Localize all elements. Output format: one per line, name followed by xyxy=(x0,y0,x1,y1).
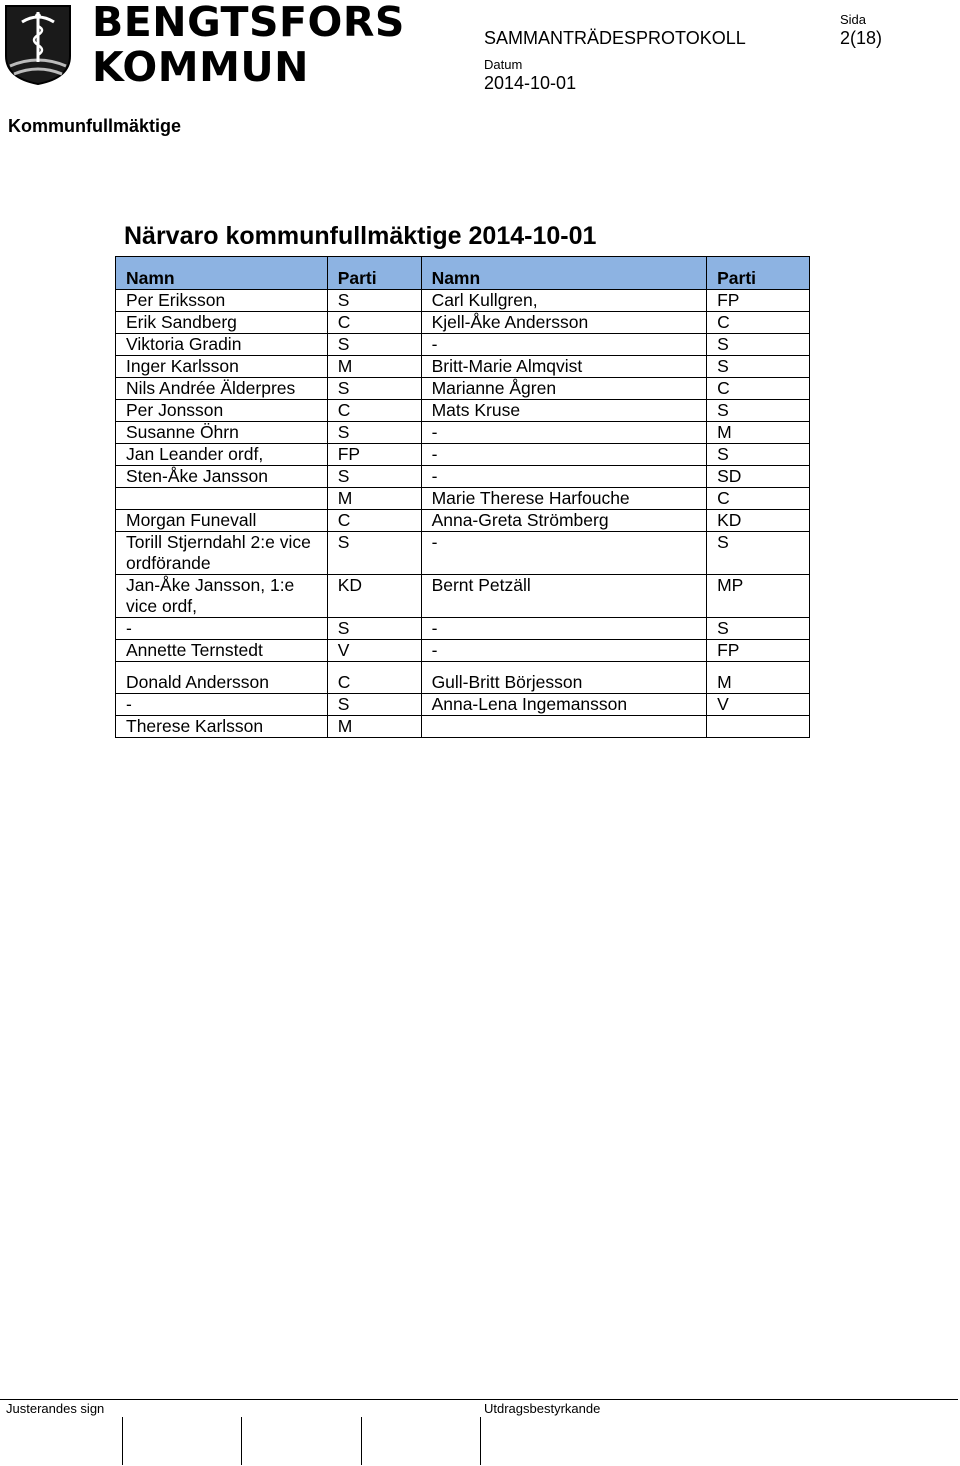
cell-name-2: Mats Kruse xyxy=(421,400,707,422)
cell-party-2: C xyxy=(707,378,810,400)
cell-party-2: MP xyxy=(707,575,810,618)
sign-box-divider xyxy=(361,1417,362,1465)
cell-party-1: V xyxy=(327,640,421,662)
cell-name-2: - xyxy=(421,640,707,662)
cell-party-2: SD xyxy=(707,466,810,488)
cell-name-1: Therese Karlsson xyxy=(116,716,328,738)
table-row xyxy=(116,618,810,640)
cell-party-2: KD xyxy=(707,510,810,532)
cell-name-2: Carl Kullgren, xyxy=(421,290,707,312)
cell-party-2: C xyxy=(707,312,810,334)
org-name xyxy=(92,0,405,91)
cell-name-1: Per Eriksson xyxy=(116,290,328,312)
cell-name-2: Marie Therese Harfouche xyxy=(421,488,707,510)
cell-name-1: - xyxy=(116,618,328,640)
table-row xyxy=(116,356,810,378)
cell-party-2: S xyxy=(707,618,810,640)
cell-party-1: C xyxy=(327,662,421,694)
cell-name-2 xyxy=(421,716,707,738)
cell-name-1: Torill Stjerndahl 2:e vice ordförande xyxy=(116,532,328,575)
cell-name-2: Anna-Lena Ingemansson xyxy=(421,694,707,716)
cell-name-2: Gull-Britt Börjesson xyxy=(421,662,707,694)
date-label: Datum xyxy=(484,57,523,72)
cell-name-2: - xyxy=(421,466,707,488)
cell-party-1: S xyxy=(327,290,421,312)
cell-party-1: C xyxy=(327,510,421,532)
cell-name-1: Jan-Åke Jansson, 1:e vice ordf, xyxy=(116,575,328,618)
cell-name-1: Inger Karlsson xyxy=(116,356,328,378)
table-row xyxy=(116,694,810,716)
sign-box-divider xyxy=(122,1417,123,1465)
cell-name-1 xyxy=(116,488,328,510)
cell-name-1: Erik Sandberg xyxy=(116,312,328,334)
cell-party-2: FP xyxy=(707,290,810,312)
cell-party-1: M xyxy=(327,356,421,378)
cell-name-1: Per Jonsson xyxy=(116,400,328,422)
table-row xyxy=(116,488,810,510)
table-row xyxy=(116,290,810,312)
cell-party-1: M xyxy=(327,488,421,510)
department: Kommunfullmäktige xyxy=(8,116,182,136)
table-row xyxy=(116,400,810,422)
cell-name-1: Nils Andrée Älderpres xyxy=(116,378,328,400)
table-row xyxy=(116,444,810,466)
sign-box-divider xyxy=(480,1417,481,1465)
table-row xyxy=(116,510,810,532)
table-header-row xyxy=(116,257,810,290)
cell-party-1: C xyxy=(327,400,421,422)
header-party-2: Parti xyxy=(707,257,810,290)
cell-name-2: - xyxy=(421,444,707,466)
page-label: Sida xyxy=(840,12,867,27)
attendance-table xyxy=(115,256,810,738)
table-row xyxy=(116,640,810,662)
cell-party-2 xyxy=(707,716,810,738)
table-row xyxy=(116,378,810,400)
cell-name-1: Sten-Åke Jansson xyxy=(116,466,328,488)
cell-party-1: C xyxy=(327,312,421,334)
cell-name-1: Viktoria Gradin xyxy=(116,334,328,356)
cell-name-2: Britt-Marie Almqvist xyxy=(421,356,707,378)
cell-party-2: S xyxy=(707,444,810,466)
cell-name-2: - xyxy=(421,334,707,356)
cell-party-1: S xyxy=(327,532,421,575)
cell-name-1: Annette Ternstedt xyxy=(116,640,328,662)
cell-name-1: Susanne Öhrn xyxy=(116,422,328,444)
table-row xyxy=(116,334,810,356)
header-name-2: Namn xyxy=(421,257,707,290)
header-name-1: Namn xyxy=(116,257,328,290)
cell-name-1: - xyxy=(116,694,328,716)
sign-box-divider xyxy=(241,1417,242,1465)
cell-party-2: C xyxy=(707,488,810,510)
cell-party-1: KD xyxy=(327,575,421,618)
page-number: 2(18) xyxy=(840,28,883,48)
sign-label: Justerandes sign xyxy=(6,1401,105,1416)
cell-party-2: S xyxy=(707,334,810,356)
cell-party-1: S xyxy=(327,694,421,716)
page-title: Närvaro kommunfullmäktige 2014-10-01 xyxy=(124,222,597,250)
org-name-line2: KOMMUN xyxy=(92,43,309,91)
cell-party-2: M xyxy=(707,662,810,694)
cell-name-1: Jan Leander ordf, xyxy=(116,444,328,466)
cell-party-2: S xyxy=(707,356,810,378)
table-row xyxy=(116,466,810,488)
cell-name-2: Bernt Petzäll xyxy=(421,575,707,618)
cell-party-2: S xyxy=(707,400,810,422)
cell-party-2: M xyxy=(707,422,810,444)
table-row xyxy=(116,532,810,575)
table-row xyxy=(116,422,810,444)
cell-party-1: S xyxy=(327,422,421,444)
cell-party-1: FP xyxy=(327,444,421,466)
date-value: 2014-10-01 xyxy=(484,73,577,93)
cell-name-1: Morgan Funevall xyxy=(116,510,328,532)
cell-party-2: S xyxy=(707,532,810,575)
extract-label: Utdragsbestyrkande xyxy=(484,1401,601,1416)
bengtsfors-coat-of-arms-icon xyxy=(4,4,72,86)
org-name-line1: BENGTSFORS xyxy=(92,0,405,46)
header-party-1: Parti xyxy=(327,257,421,290)
cell-name-2: Kjell-Åke Andersson xyxy=(421,312,707,334)
cell-name-2: - xyxy=(421,532,707,575)
footer-divider xyxy=(0,1399,958,1400)
cell-party-1: S xyxy=(327,334,421,356)
footer xyxy=(0,1399,960,1466)
cell-party-2: V xyxy=(707,694,810,716)
cell-name-1: Donald Andersson xyxy=(116,662,328,694)
cell-party-2: FP xyxy=(707,640,810,662)
cell-name-2: - xyxy=(421,618,707,640)
cell-name-2: Marianne Ågren xyxy=(421,378,707,400)
cell-party-1: M xyxy=(327,716,421,738)
table-row xyxy=(116,716,810,738)
table-row xyxy=(116,312,810,334)
table-row xyxy=(116,662,810,694)
cell-party-1: S xyxy=(327,618,421,640)
cell-name-2: - xyxy=(421,422,707,444)
table-row xyxy=(116,575,810,618)
cell-name-2: Anna-Greta Strömberg xyxy=(421,510,707,532)
document-type: SAMMANTRÄDESPROTOKOLL xyxy=(484,28,746,48)
cell-party-1: S xyxy=(327,378,421,400)
cell-party-1: S xyxy=(327,466,421,488)
